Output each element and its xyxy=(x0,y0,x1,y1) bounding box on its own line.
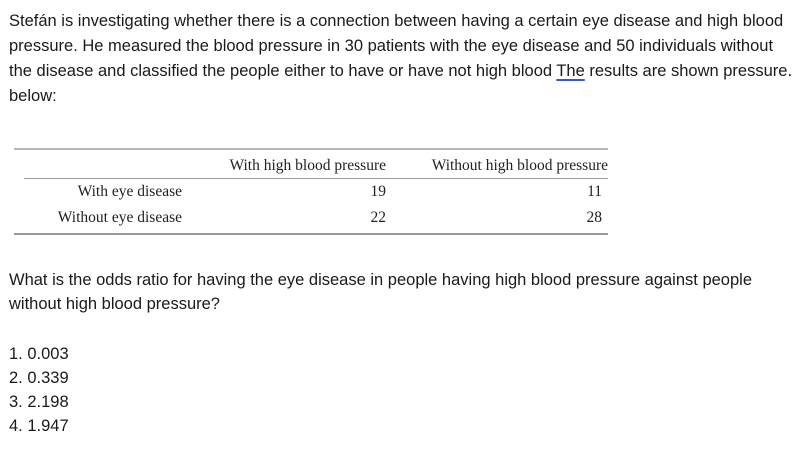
table-body xyxy=(14,179,608,231)
header-without-high-bp: Without high blood pressure xyxy=(431,157,608,174)
table-top-rule xyxy=(14,148,608,150)
intro-text-start: Stefán is investigating whether there is a connection between having a certain eye disease and high blood pressure. He measured the blood pressure in 30 patients with the eye disease and 50 individuals without the disease and classified the people either to have or have not high blood xyxy=(9,12,784,80)
header-with-high-bp: With high blood pressure xyxy=(229,157,386,174)
cell-with-eye-with-high: 19 xyxy=(370,183,386,200)
underlined-word: The xyxy=(556,62,585,80)
row-label-with-eye-disease: With eye disease xyxy=(77,183,182,200)
intro-text-end: results are shown pressure. below: xyxy=(9,62,793,105)
cell-without-eye-with-high: 22 xyxy=(370,209,386,226)
table-header-row xyxy=(14,154,608,178)
option-1[interactable]: 1. 0.003 xyxy=(9,345,69,363)
header-empty-cell xyxy=(14,154,188,178)
intro-text xyxy=(9,9,799,109)
table-row xyxy=(14,179,608,205)
table-row xyxy=(14,205,608,231)
question xyxy=(9,268,799,316)
answer-options xyxy=(9,342,69,438)
table xyxy=(14,154,608,178)
table-bottom-rule xyxy=(14,233,608,235)
option-2[interactable]: 2. 0.339 xyxy=(9,369,69,387)
question-text: What is the odds ratio for having the eye disease in people having high blood pressure against people without high blood pressure? xyxy=(9,271,752,313)
cell-with-eye-without-high: 11 xyxy=(587,183,602,200)
cell-without-eye-without-high: 28 xyxy=(586,209,602,226)
contingency-table xyxy=(14,148,608,235)
option-3[interactable]: 3. 2.198 xyxy=(9,393,69,411)
option-4[interactable]: 4. 1.947 xyxy=(9,417,69,435)
intro-paragraph xyxy=(9,9,799,109)
row-label-without-eye-disease: Without eye disease xyxy=(57,209,182,226)
